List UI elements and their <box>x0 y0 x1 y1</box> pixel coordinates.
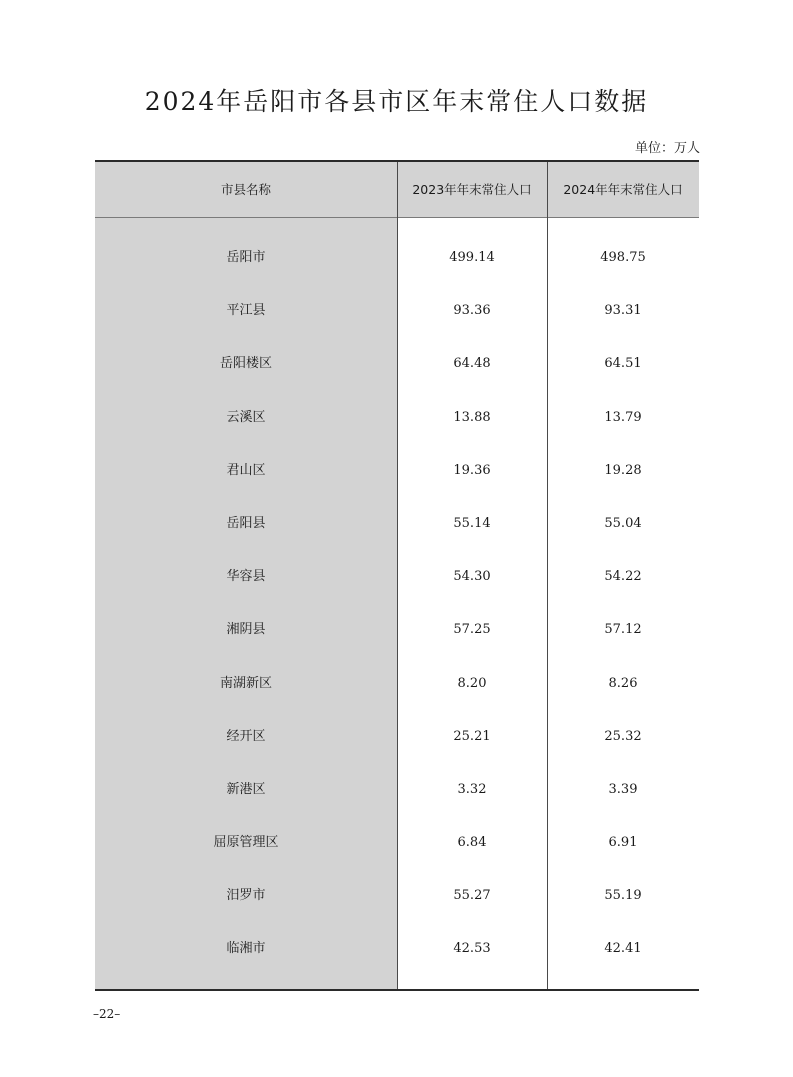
county-name-cell: 汨罗市 <box>226 888 266 904</box>
county-name-cell: 临湘市 <box>226 941 266 957</box>
page-title: 2024年岳阳市各县市区年末常住人口数据 <box>144 87 649 116</box>
table-bottom-rule <box>95 989 699 991</box>
population-2024-cell: 25.32 <box>604 728 642 744</box>
county-name-cell: 新港区 <box>226 781 266 797</box>
table-row <box>95 497 699 550</box>
population-2023-cell: 55.14 <box>453 515 491 531</box>
population-2024-cell: 42.41 <box>604 941 642 957</box>
population-2023-cell: 6.84 <box>457 835 487 851</box>
population-2023-cell: 19.36 <box>453 462 491 478</box>
population-2024-cell: 13.79 <box>604 409 642 425</box>
population-2023-cell: 8.20 <box>457 675 487 691</box>
population-2023-cell: 93.36 <box>453 303 491 319</box>
county-name-cell: 云溪区 <box>226 409 266 425</box>
population-2023-cell: 13.88 <box>453 409 491 425</box>
table-row <box>95 284 699 337</box>
population-2023-cell: 64.48 <box>453 356 491 372</box>
county-name-cell: 君山区 <box>226 462 266 478</box>
population-2024-cell: 55.04 <box>604 515 642 531</box>
population-2023-cell: 54.30 <box>453 569 491 585</box>
county-name-cell: 岳阳县 <box>226 515 266 531</box>
population-2023-cell: 3.32 <box>457 781 487 797</box>
population-2023-cell: 25.21 <box>453 728 491 744</box>
population-2024-cell: 93.31 <box>604 303 642 319</box>
population-2024-cell: 54.22 <box>604 569 642 585</box>
table-row <box>95 869 699 922</box>
population-2024-cell: 8.26 <box>608 675 638 691</box>
population-2023-cell: 55.27 <box>453 888 491 904</box>
header-county-name: 市县名称 <box>220 182 271 197</box>
county-name-cell: 屈原管理区 <box>213 835 279 851</box>
table-row <box>95 763 699 816</box>
population-2024-cell: 57.12 <box>604 622 642 638</box>
table-row <box>95 337 699 390</box>
table-row <box>95 603 699 656</box>
table-row <box>95 710 699 763</box>
table-body <box>95 231 699 976</box>
table-row <box>95 657 699 710</box>
population-2023-cell: 57.25 <box>453 622 491 638</box>
population-2024-cell: 64.51 <box>604 356 642 372</box>
population-2023-cell: 42.53 <box>453 941 491 957</box>
population-2024-cell: 19.28 <box>604 462 642 478</box>
header-2023-population: 2023年年末常住人口 <box>412 182 532 197</box>
page-number: –22– <box>93 1007 121 1021</box>
table-row <box>95 231 699 284</box>
header-2024-population: 2024年年末常住人口 <box>563 182 683 197</box>
table-row <box>95 550 699 603</box>
county-name-cell: 湘阴县 <box>226 622 266 638</box>
population-2024-cell: 3.39 <box>608 781 638 797</box>
county-name-cell: 岳阳市 <box>226 250 266 265</box>
table-row <box>95 922 699 975</box>
population-2023-cell: 499.14 <box>449 250 495 265</box>
table-row <box>95 444 699 497</box>
county-name-cell: 岳阳楼区 <box>219 356 272 372</box>
county-name-cell: 华容县 <box>226 569 266 585</box>
table-row <box>95 816 699 869</box>
county-name-cell: 平江县 <box>226 303 266 319</box>
population-2024-cell: 55.19 <box>604 888 642 904</box>
population-2024-cell: 6.91 <box>608 835 638 851</box>
county-name-cell: 南湖新区 <box>219 675 272 691</box>
unit-label: 单位：万人 <box>634 141 700 156</box>
population-table <box>95 160 699 991</box>
table-row <box>95 391 699 444</box>
population-2024-cell: 498.75 <box>600 250 646 265</box>
county-name-cell: 经开区 <box>226 728 266 744</box>
